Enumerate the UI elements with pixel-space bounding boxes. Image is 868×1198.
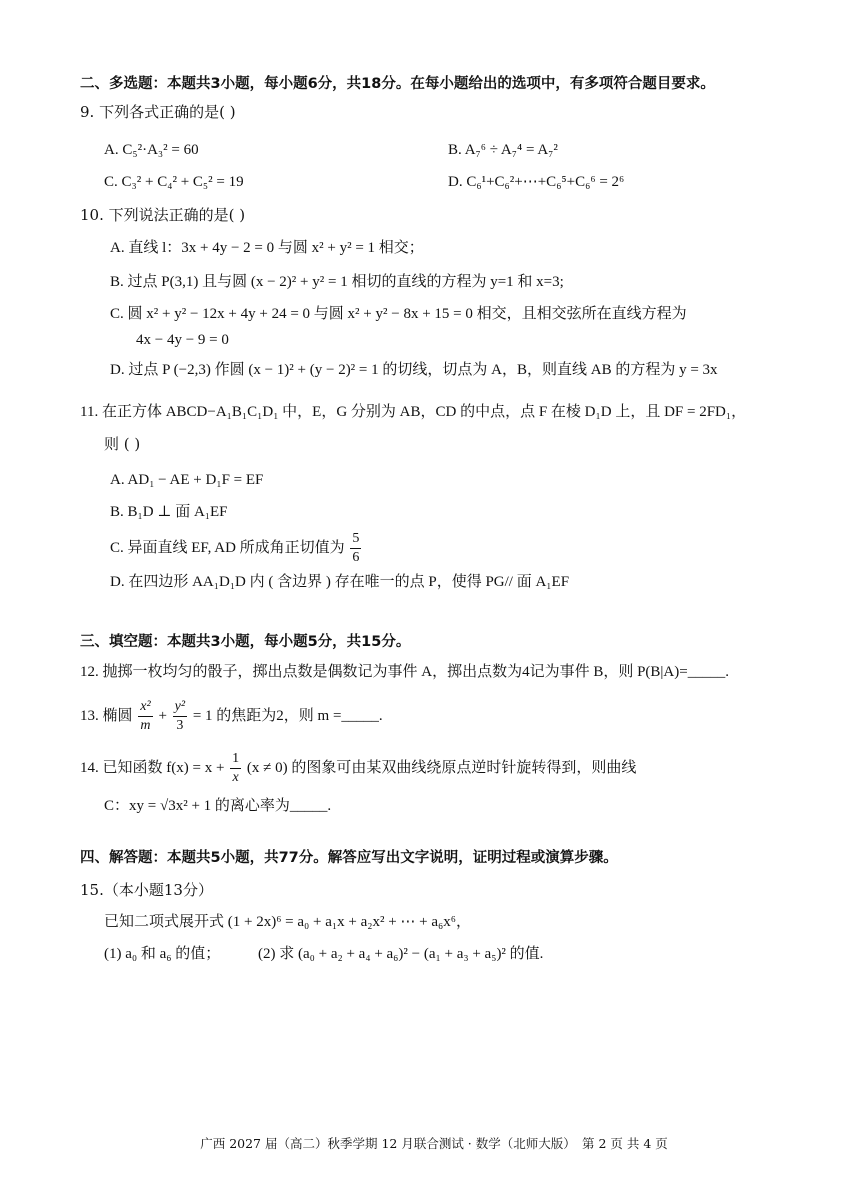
q10-option-b (110, 272, 564, 292)
option-text: B₁D ⊥ 面 A₁EF (127, 504, 228, 520)
section-heading-multiple-choice: 二、多选题：本题共3小题，每小题6分，共18分。在每小题给出的选项中，有多项符合题目要求。 (80, 76, 715, 92)
fraction (138, 698, 152, 735)
option-text: C₃² + C₄² + C₅² = 19 (121, 174, 244, 190)
q9-option-b (448, 140, 558, 160)
option-text: 过点 P(3,1) 且与圆 (x − 2)² + y² = 1 相切的直线的方程为 y=1 和 x=3; (127, 274, 564, 290)
question-15-part-2: (2) 求 (a₀ + a₂ + a₄ + a₆)² − (a₁ + a₃ + a₅)² 的值. (258, 946, 544, 962)
option-label: D. (110, 574, 125, 590)
question-11-stem-continuation: 则 ( ) (104, 435, 141, 453)
fraction (350, 530, 361, 567)
plus-sign: + (158, 708, 167, 724)
q10-option-a (110, 238, 424, 258)
q9-option-a (104, 140, 199, 160)
option-text: C₆¹+C₆²+⋯+C₆⁵+C₆⁶ = 2⁶ (466, 174, 625, 190)
option-label: B. (110, 504, 124, 520)
option-label: A. (110, 472, 125, 488)
question-11-stem: 11. 在正方体 ABCD−A₁B₁C₁D₁ 中，E，G 分别为 AB，CD 的中点，点 F 在棱 D₁D 上，且 DF = 2FD₁， (80, 404, 747, 420)
option-text: 直线 l：3x + 4y − 2 = 0 与圆 x² + y² = 1 相交； (128, 240, 424, 256)
option-label: C. (110, 306, 124, 322)
fraction-denominator: 6 (352, 550, 360, 566)
q9-option-c (104, 172, 244, 192)
q11-option-a (110, 470, 263, 490)
question-15-part-1: (1) a₀ 和 a₆ 的值； (104, 946, 221, 962)
q11-option-b (110, 502, 228, 522)
q14-prefix: 14. 已知函数 f(x) = x + (80, 760, 225, 776)
option-label: A. (110, 240, 125, 256)
question-15-header: 15.（本小题13分） (80, 881, 213, 899)
option-label: B. (448, 142, 462, 158)
question-12: 12. 抛掷一枚均匀的骰子，掷出点数是偶数记为事件 A，掷出点数为4记为事件 B，则 P(B|A)=_____. (80, 664, 729, 680)
option-label: C. (104, 174, 118, 190)
fraction-denominator: 3 (176, 718, 184, 734)
fraction-numerator: 1 (230, 750, 241, 769)
question-15-stem: 已知二项式展开式 (1 + 2x)⁶ = a₀ + a₁x + a₂x² + ⋯ + a₆x⁶， (104, 914, 472, 930)
q13-suffix: = 1 的焦距为2，则 m =_____. (192, 708, 383, 724)
fraction-numerator: x² (138, 698, 152, 717)
q11-option-c (110, 528, 363, 568)
q9-option-d (448, 172, 624, 192)
q10-option-d (110, 360, 718, 380)
option-label: A. (104, 142, 119, 158)
section-heading-solution: 四、解答题：本题共5小题，共77分。解答应写出文字说明，证明过程或演算步骤。 (80, 850, 618, 866)
option-label: C. (110, 540, 124, 556)
fraction (230, 750, 241, 787)
q11-option-d (110, 572, 569, 592)
option-label: D. (110, 362, 125, 378)
page-footer: 广西 2027 届（高二）秋季学期 12 月联合测试 · 数学（北师大版） 第 2 页 共 4 页 (200, 1136, 668, 1151)
option-text: 异面直线 EF, AD 所成角正切值为 (127, 540, 345, 556)
q10-option-c (110, 304, 687, 324)
option-label: D. (448, 174, 463, 190)
question-13 (80, 694, 383, 738)
option-text: A₇⁶ ÷ A₇⁴ = A₇² (464, 142, 558, 158)
q10-option-c-continuation: 4x − 4y − 9 = 0 (136, 332, 229, 348)
option-text: 在四边形 AA₁D₁D 内 ( 含边界 ) 存在唯一的点 P，使得 PG// 面 A₁EF (128, 574, 570, 590)
option-text: C₅²·A₃² = 60 (122, 142, 199, 158)
question-9-stem: 9. 下列各式正确的是( ) (80, 103, 236, 121)
question-10-stem: 10. 下列说法正确的是( ) (80, 206, 246, 224)
q13-prefix: 13. 椭圆 (80, 708, 133, 724)
q14-suffix: (x ≠ 0) 的图象可由某双曲线绕原点逆时针旋转得到，则曲线 (246, 760, 637, 776)
question-14-line-2: C：xy = √3x² + 1 的离心率为_____. (104, 798, 332, 814)
fraction-denominator: x (232, 770, 239, 786)
question-14 (80, 746, 636, 790)
fraction-numerator: 5 (350, 530, 361, 549)
option-text: 圆 x² + y² − 12x + 4y + 24 = 0 与圆 x² + y² − 8x + 15 = 0 相交，且相交弦所在直线方程为 (127, 306, 687, 322)
section-heading-fill-in: 三、填空题：本题共3小题，每小题5分，共15分。 (80, 634, 411, 650)
fraction-denominator: m (140, 718, 151, 734)
option-text: 过点 P (−2,3) 作圆 (x − 1)² + (y − 2)² = 1 的切线，切点为 A，B，则直线 AB 的方程为 y = 3x (128, 362, 718, 378)
option-text: AD₁ − AE + D₁F = EF (127, 472, 264, 488)
option-label: B. (110, 274, 124, 290)
fraction-numerator: y² (173, 698, 187, 717)
fraction (173, 698, 187, 735)
